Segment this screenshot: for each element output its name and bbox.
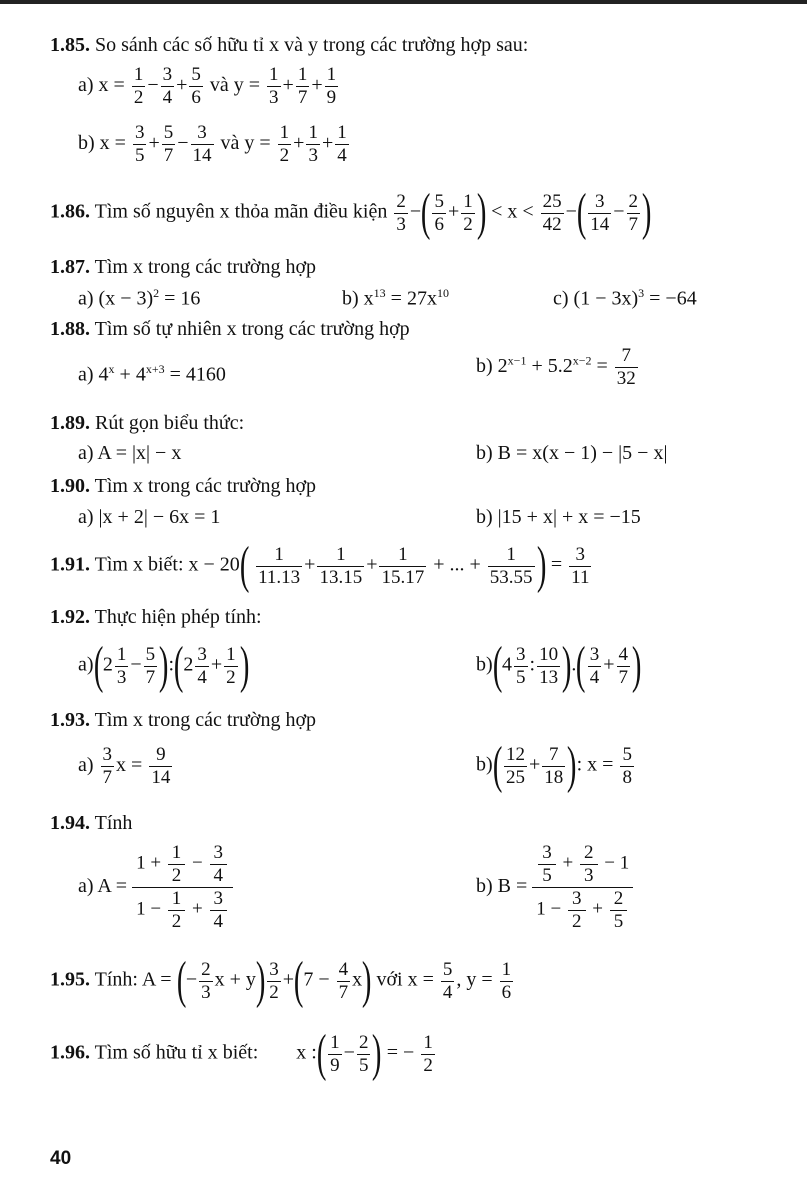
problem-1-91: 1.91. Tìm x biết: x − 20( $\frac{1}{11.13}$ + $\frac{1}{13.15}$ + $\frac{1}{15.17}$ + ... + $\frac{1}{53.55}$ ) = $\frac{3}{11}$ — [50, 537, 590, 594]
problem-1-88-b: b) $2^{x-1} + 5.2^{x-2}$ = $\frac{7}{32}$ — [476, 345, 636, 389]
problem-1-92-title: 1.92. Thực hiện phép tính: — [50, 606, 262, 628]
problem-1-90-a: a) |x + 2| − 6x = 1 — [78, 506, 221, 528]
problem-1-93-title: 1.93. Tìm x trong các trường hợp — [50, 709, 317, 731]
top-border — [0, 0, 807, 4]
problem-1-92-b: b)(4 $\frac{3}{5}$ : $\frac{10}{13}$ ).( $\frac{3}{4}$ + $\frac{4}{7}$ ) — [476, 637, 642, 694]
problem-1-90-title: 1.90. Tìm x trong các trường hợp — [50, 475, 317, 497]
problem-1-90-b: b) |15 + x| + x = −15 — [476, 506, 641, 528]
problem-1-86: 1.86. Tìm số nguyên x thỏa mãn điều kiện $\frac{2}{3}$ −( $\frac{5}{6}$ + $\frac{1}{2}$ ) < x < $\frac{25}{42}$ −( $\frac{3}{14}$ − $\frac{2}{7}$ ) — [50, 184, 652, 241]
problem-1-89-title: 1.89. Rút gọn biểu thức: — [50, 412, 245, 434]
problem-1-94-title: 1.94. Tính — [50, 812, 133, 834]
problem-1-94-a: a) A = 1 + $\frac{1}{2}$ − $\frac{3}{4}$ 1 − $\frac{1}{2}$ + $\frac{3}{4}$ — [78, 842, 233, 932]
problem-1-93-a: a) $\frac{3}{7}$ x = $\frac{9}{14}$ — [78, 744, 171, 788]
problem-1-87-title: 1.87. Tìm x trong các trường hợp — [50, 256, 317, 278]
problem-1-85-a: a) x = $\frac{1}{2}$ − $\frac{3}{4}$ + $\frac{5}{6}$ và y = $\frac{1}{3}$ + $\frac{1}{7}$ + $\frac{1}{9}$ — [78, 64, 337, 108]
problem-1-96: 1.96. Tìm số hữu tỉ x biết: x :( $\frac{1}{9}$ − $\frac{2}{5}$ ) = − $\frac{1}{2}$ — [50, 1025, 433, 1082]
problem-1-95: 1.95. Tính: A = (− $\frac{2}{3}$ x + y) $\frac{3}{2}$ +(7 − $\frac{4}{7}$ x) với x = $\frac{5}{4}$ , y = $\frac{1}{6}$ — [50, 952, 512, 1009]
problem-1-87-b: b) $x^{13} = 27x^{10}$ — [342, 286, 449, 310]
problem-1-87-a: a) $(x - 3)^2 = 16$ — [78, 286, 201, 310]
page-number: 40 — [50, 1148, 72, 1169]
problem-1-87-c: c) $(1 - 3x)^3 = -64$ — [553, 286, 697, 310]
problem-1-88-title: 1.88. Tìm số tự nhiên x trong các trường hợp — [50, 318, 410, 340]
problem-1-89-b: b) B = x(x − 1) − |5 − x| — [476, 442, 668, 464]
problem-1-93-b: b)( $\frac{12}{25}$ + $\frac{7}{18}$ ): x = $\frac{5}{8}$ — [476, 737, 632, 794]
problem-1-85-title: 1.85. So sánh các số hữu tỉ x và y trong các trường hợp sau: — [50, 34, 529, 56]
problem-1-89-a: a) A = |x| − x — [78, 442, 182, 464]
problem-1-88-a: a) $4^x + 4^{x+3} = 4160$ — [78, 362, 226, 386]
problem-1-92-a: a)(2 $\frac{1}{3}$ − $\frac{5}{7}$ ):(2 $\frac{3}{4}$ + $\frac{1}{2}$ ) — [78, 637, 250, 694]
problem-1-94-b: b) B = $\frac{3}{5}$ + $\frac{2}{3}$ − 1 1 − $\frac{3}{2}$ + $\frac{2}{5}$ — [476, 842, 633, 932]
problem-1-85-b: b) x = $\frac{3}{5}$ + $\frac{5}{7}$ − $\frac{3}{14}$ và y = $\frac{1}{2}$ + $\frac{1}{3}$ + $\frac{1}{4}$ — [78, 122, 347, 166]
